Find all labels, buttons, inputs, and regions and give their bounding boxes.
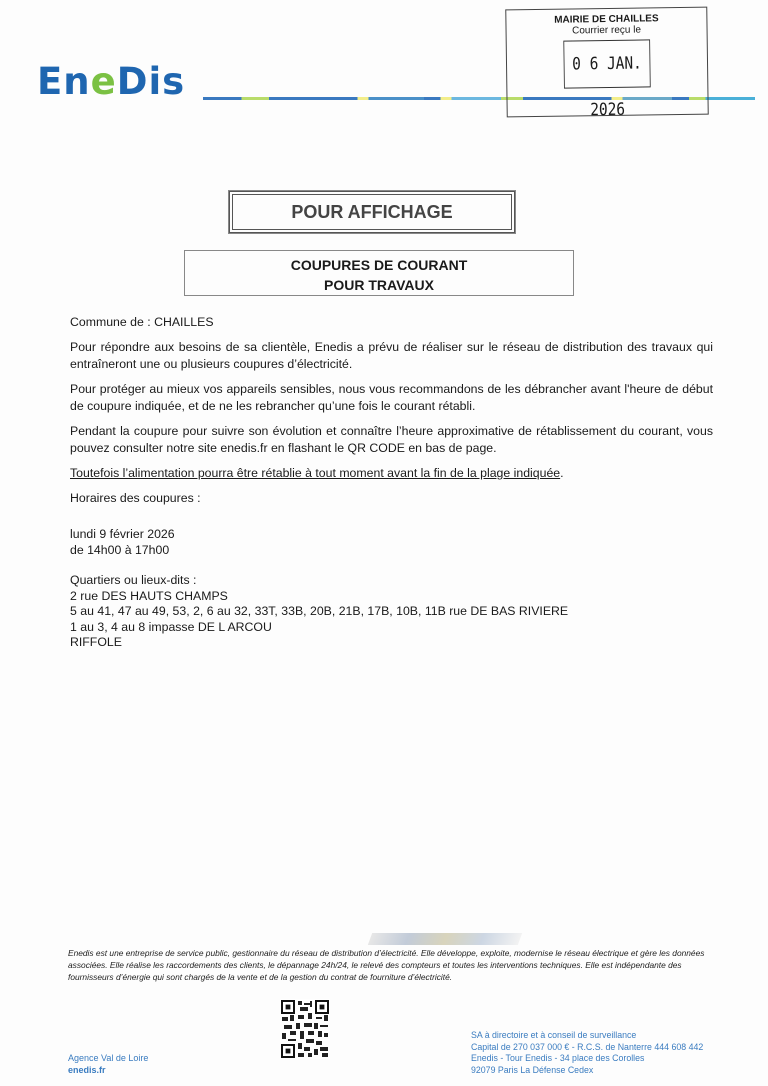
stamp-subtitle: Courrier reçu le (572, 24, 642, 37)
notice-title: COUPURES DE COURANT POUR TRAVAUX (184, 250, 574, 296)
location-item: 1 au 3, 4 au 8 impasse DE L ARCOU (70, 619, 272, 634)
corporate-info: SA à directoire et à conseil de surveillance Capital de 270 037 000 € - R.C.S. de Nanterre 444 608 442 Enedis - Tour Enedis - 34 place des Corolles 92079 Paris La Défense Cedex (471, 1030, 704, 1075)
stamp-title: MAIRIE DE CHAILLES (554, 13, 659, 26)
scan-smudge (368, 933, 522, 945)
restoration-notice: Toutefois l’alimentation pourra être rétablie à tout moment avant la fin de la plage indiquée. (70, 466, 564, 480)
location-item: 5 au 41, 47 au 49, 53, 2, 6 au 32, 33T, 33B, 20B, 21B, 17B, 10B, 11B rue DE BAS RIVIERE (70, 604, 569, 618)
website-link[interactable]: enedis.fr (68, 1065, 106, 1075)
schedule (70, 527, 568, 651)
enedis-logo: EneDis (37, 60, 186, 103)
agency-info (68, 1052, 148, 1076)
legal-text: Enedis est une entreprise de service public, gestionnaire du réseau de distribution d’électricité. Elle développe, exploite, modernise le réseau électrique et gère les données associées. Elle réalise les raccordements des clients, le dépannage 24h/24, le relevé des compteurs et toutes les interventions techniques. Elle est indépendante des fournisseurs d’énergie qui sont chargés de la vente et de la gestion du contrat de fourniture d’électricité. (68, 948, 705, 982)
display-title: POUR AFFICHAGE (229, 191, 515, 233)
location-item: RIFFOLE (70, 635, 122, 649)
reception-stamp (505, 7, 708, 121)
paragraph: Pour répondre aux besoins de sa clientèle, Enedis a prévu de réaliser sur le réseau de distribution des travaux qui entraîneront une ou plusieurs coupures d’électricité. (70, 340, 713, 371)
agency-name: Agence Val de Loire (68, 1053, 149, 1063)
paragraph: Pendant la coupure pour suivre son évolution et connaître l’heure approximative de rétablissement du courant, vous pouvez consulter notre site enedis.fr en flashant le QR CODE en bas de page. (70, 424, 713, 455)
stamp-date: 0 6 JAN. 2026 (563, 39, 650, 88)
outage-date: lundi 9 février 2026 (70, 527, 175, 541)
outage-time: de 14h00 à 17h00 (70, 542, 170, 557)
locations-heading: Quartiers ou lieux-dits : (70, 573, 197, 587)
qr-code-icon[interactable] (280, 999, 330, 1059)
schedule-heading: Horaires des coupures : (70, 491, 201, 505)
paragraph: Pour protéger au mieux vos appareils sensibles, nous vous recommandons de les débrancher avant l'heure de début de coupure indiquée, et de ne les rebrancher qu’une fois le courant rétabli. (70, 382, 713, 413)
location-item: 2 rue DES HAUTS CHAMPS (70, 588, 228, 603)
notice-body (70, 314, 713, 515)
commune: Commune de : CHAILLES (70, 315, 214, 329)
